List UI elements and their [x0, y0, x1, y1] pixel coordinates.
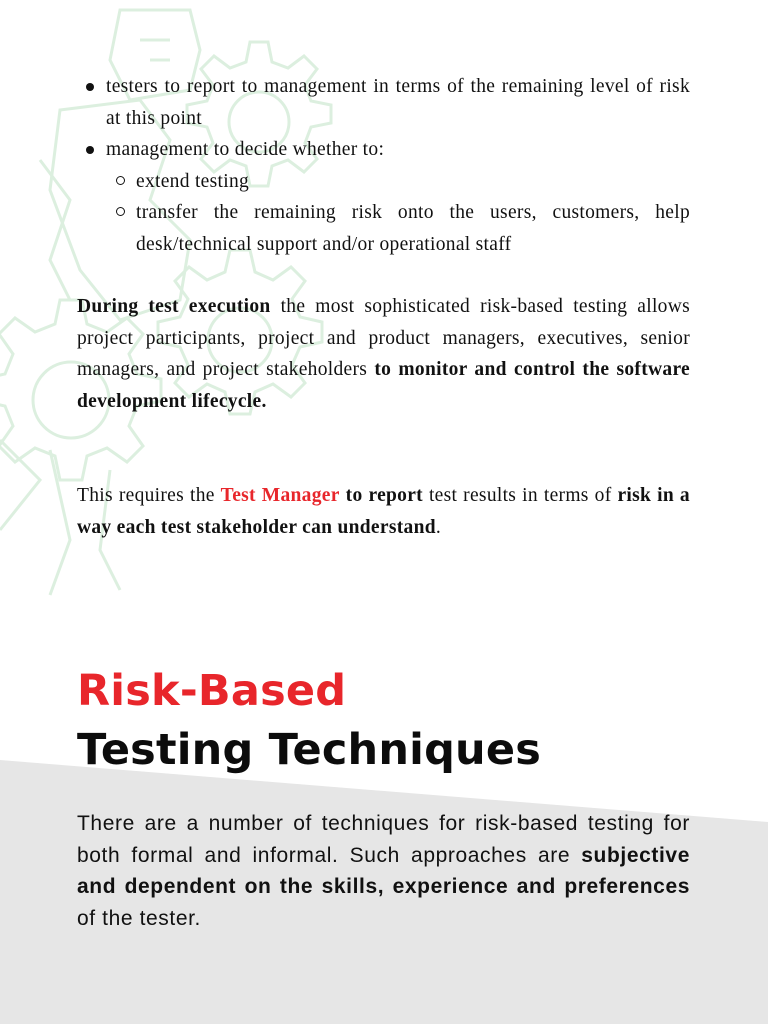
- heading-line-black: Testing Techniques: [77, 725, 542, 775]
- bold-text: to monitor and control the software development lifecycle.: [77, 359, 691, 412]
- sub-list-item: transfer the remaining risk onto the users, customers, help desk/technical support and/or operational staff: [77, 197, 690, 260]
- body-text: .: [435, 516, 442, 538]
- bold-text: to report: [345, 485, 423, 506]
- list-item: testers to report to management in terms of the remaining level of risk at this point: [77, 71, 690, 134]
- body-text: of the tester.: [77, 906, 201, 930]
- bold-text: risk in a way each test stakeholder can understand: [77, 485, 690, 538]
- highlight-red-text: Test Manager: [220, 485, 340, 506]
- body-text: There are a number of techniques for risk-based testing for both formal and informal. Such approaches are: [77, 812, 690, 867]
- bold-text: subjective and dependent on the skills, experience and preferences: [77, 843, 690, 898]
- bullet-list: [77, 71, 690, 260]
- body-text: the most sophisticated risk-based testing allows project participants, project and product managers, executives, senior managers, and project stakeholders: [77, 296, 691, 380]
- paragraph-techniques: [77, 808, 690, 934]
- list-item: management to decide whether to:: [77, 134, 690, 166]
- paragraph-test-execution: [77, 291, 690, 417]
- sub-list-item: extend testing: [77, 166, 690, 198]
- heading-line-red: Risk-Based: [77, 666, 347, 716]
- section-heading: [77, 663, 690, 781]
- body-text: test results in terms of: [422, 485, 618, 506]
- paragraph-test-manager: [77, 480, 690, 543]
- bold-text: During test execution: [77, 296, 271, 317]
- body-text: This requires the: [77, 485, 221, 506]
